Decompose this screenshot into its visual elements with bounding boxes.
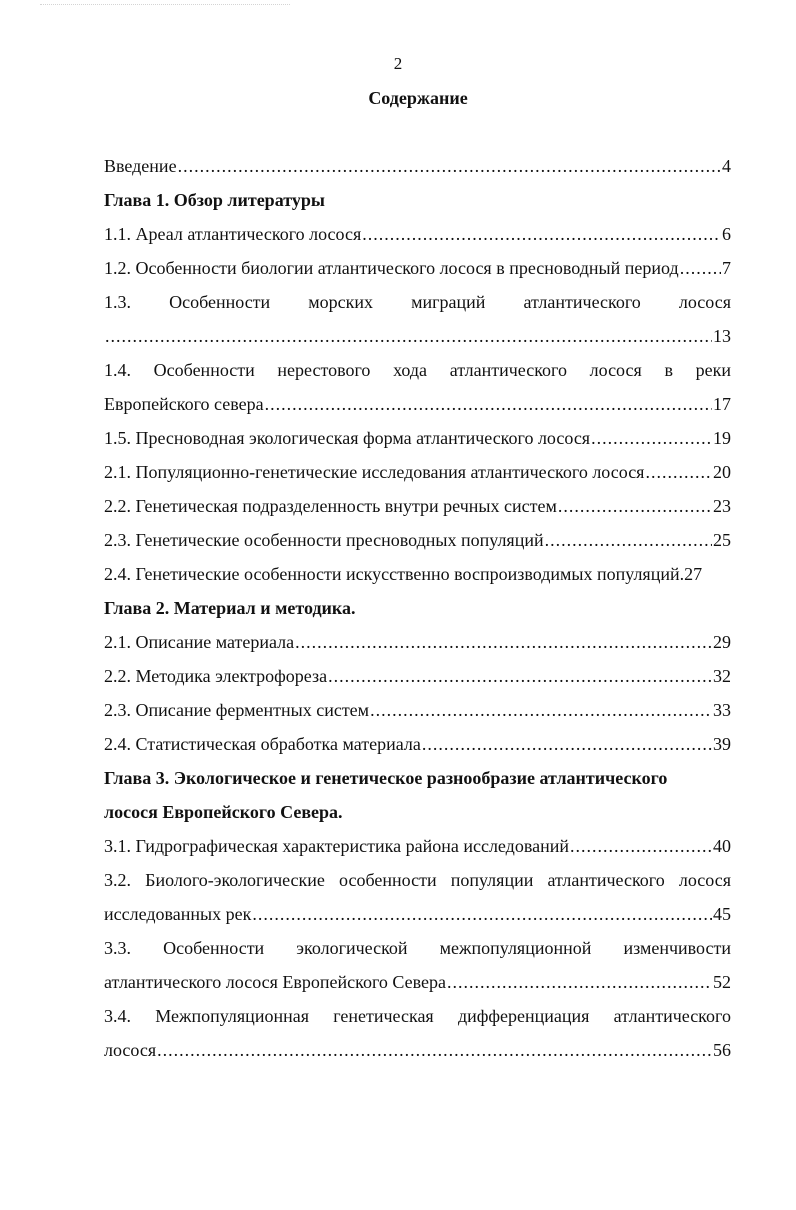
toc-entry-text: Европейского севера — [104, 394, 264, 414]
toc-entry-3-4-continued[interactable] — [104, 1033, 731, 1067]
toc-word: атлантического — [613, 1006, 731, 1026]
toc-entry-3-3[interactable] — [104, 931, 731, 965]
toc-entry-3-4[interactable] — [104, 999, 731, 1033]
toc-leader-dots — [447, 965, 712, 999]
toc-entry-text: атлантического лосося Европейского Севера — [104, 972, 447, 992]
toc-entry-3-2-continued[interactable] — [104, 897, 731, 931]
toc-leader-dots — [105, 319, 712, 353]
toc-entry-page: 56 — [713, 1040, 731, 1060]
toc-word: Особенности — [169, 292, 271, 312]
toc-entry-page: 33 — [713, 700, 731, 720]
toc-word: Биолого-экологические — [145, 870, 325, 890]
page-number: 2 — [393, 54, 403, 73]
scan-artifact — [40, 4, 290, 9]
toc-word: атлантического — [547, 870, 665, 890]
toc-word: в — [664, 360, 673, 380]
toc-entry-text: 2.4. Статистическая обработка материала — [104, 734, 421, 754]
toc-entry-page: 40 — [713, 836, 731, 856]
toc-word: Особенности — [163, 938, 265, 958]
toc-entry-2-3-genetics[interactable] — [104, 523, 731, 557]
toc-word: популяции — [450, 870, 534, 890]
toc-entry-3-3-continued[interactable] — [104, 965, 731, 999]
toc-entry-text: 1.1. Ареал атлантического лосося — [104, 224, 362, 244]
toc-word: дифференциация — [457, 1006, 590, 1026]
toc-entry-page: 13 — [713, 326, 731, 346]
toc-entry-page: 7 — [722, 258, 731, 278]
toc-entry-2-3[interactable] — [104, 693, 731, 727]
toc-leader-dots — [328, 659, 712, 693]
toc-entry-page: 52 — [713, 972, 731, 992]
toc-word: морских — [308, 292, 374, 312]
toc-entry-1-3-continued[interactable] — [104, 319, 731, 353]
toc-entry-1-5[interactable] — [104, 421, 731, 455]
toc-leader-dots — [265, 387, 712, 421]
toc-entry-1-4-continued[interactable] — [104, 387, 731, 421]
toc-entry-text: 2.2. Генетическая подразделенность внутри речных систем — [104, 496, 557, 516]
toc-word: лосося — [678, 292, 731, 312]
toc-word: Межпопуляционная — [155, 1006, 309, 1026]
toc-word: атлантического — [523, 292, 641, 312]
toc-entry-2-4-genetics[interactable] — [104, 557, 731, 591]
toc-leader-dots — [252, 897, 712, 931]
toc-word: экологической — [296, 938, 408, 958]
toc-entry-page: 19 — [713, 428, 731, 448]
toc-entry-2-1-genetics[interactable] — [104, 455, 731, 489]
toc-word: Особенности — [153, 360, 255, 380]
toc-entry-1-1[interactable] — [104, 217, 731, 251]
toc-entry-2-2[interactable] — [104, 659, 731, 693]
toc-entry-text: 1.5. Пресноводная экологическая форма атлантического лосося — [104, 428, 591, 448]
toc-entry-intro[interactable] — [104, 149, 731, 183]
chapter-2-heading: Глава 2. Материал и методика. — [104, 598, 356, 618]
toc-entry-1-2[interactable] — [104, 251, 731, 285]
toc-word: 3.4. — [104, 1006, 131, 1026]
toc-word: миграций — [411, 292, 486, 312]
chapter-3-heading: Глава 3. Экологическое и генетическое разнообразие атлантического — [104, 768, 668, 788]
toc-entry-text: 2.3. Описание ферментных систем — [104, 700, 370, 720]
toc-entry-page: 6 — [722, 224, 731, 244]
toc-entry-2-1[interactable] — [104, 625, 731, 659]
toc-entry-page: 20 — [713, 462, 731, 482]
toc-entry-text: лосося — [104, 1040, 157, 1060]
toc-word: генетическая — [333, 1006, 434, 1026]
toc-leader-dots — [680, 251, 721, 285]
toc-leader-dots — [645, 455, 712, 489]
toc-entry-text: 2.2. Методика электрофореза — [104, 666, 328, 686]
toc-entry-text: исследованных рек — [104, 904, 252, 924]
page-title: Содержание — [368, 88, 468, 108]
toc-entry-page: 25 — [713, 530, 731, 550]
toc-leader-dots — [422, 727, 712, 761]
toc-leader-dots — [362, 217, 721, 251]
toc-entry-page: 45 — [713, 904, 731, 924]
toc-leader-dots — [570, 829, 712, 863]
toc-entry-text: 2.3. Генетические особенности пресноводных популяций — [104, 530, 544, 550]
toc-entry-2-2-genetics[interactable] — [104, 489, 731, 523]
toc-entry-1-4[interactable] — [104, 353, 731, 387]
toc-leader-dots — [157, 1033, 712, 1067]
toc-word: изменчивости — [623, 938, 731, 958]
toc-entry-text: 2.4. Генетические особенности искусственно воспроизводимых популяций. — [104, 564, 685, 584]
toc-entry-page: 23 — [713, 496, 731, 516]
toc-leader-dots — [591, 421, 712, 455]
toc-word: 1.4. — [104, 360, 131, 380]
toc-word: лосося — [589, 360, 642, 380]
toc-leader-dots — [178, 149, 721, 183]
toc-entry-page: 27 — [684, 564, 703, 584]
toc-word: хода — [393, 360, 428, 380]
toc-word: атлантического — [449, 360, 567, 380]
toc-leader-dots — [370, 693, 712, 727]
toc-entry-1-3[interactable] — [104, 285, 731, 319]
toc-entry-page: 4 — [722, 156, 731, 176]
toc-leader-dots — [558, 489, 712, 523]
toc-entry-page: 29 — [713, 632, 731, 652]
toc-entry-page: 17 — [713, 394, 731, 414]
toc-leader-dots — [545, 523, 712, 557]
toc-entry-text: 2.1. Популяционно-генетические исследования атлантического лосося — [104, 462, 645, 482]
toc-entry-3-1[interactable] — [104, 829, 731, 863]
toc-word: межпопуляционной — [439, 938, 592, 958]
toc-entry-text: 2.1. Описание материала — [104, 632, 295, 652]
table-of-contents — [104, 149, 731, 1067]
toc-entry-text: Введение — [104, 156, 177, 176]
toc-entry-2-4[interactable] — [104, 727, 731, 761]
toc-entry-text: 3.1. Гидрографическая характеристика района исследований — [104, 836, 569, 856]
toc-word: особенности — [339, 870, 437, 890]
toc-entry-page: 32 — [713, 666, 731, 686]
toc-word: нерестового — [277, 360, 371, 380]
toc-entry-text: 1.2. Особенности биологии атлантического лосося в пресноводный период — [104, 258, 679, 278]
toc-word: реки — [695, 360, 731, 380]
toc-word: 3.3. — [104, 938, 131, 958]
toc-word: лосося — [678, 870, 731, 890]
chapter-1-heading: Глава 1. Обзор литературы — [104, 190, 325, 210]
toc-leader-dots — [295, 625, 712, 659]
toc-entry-page: 39 — [713, 734, 731, 754]
toc-word: 3.2. — [104, 870, 131, 890]
toc-word: 1.3. — [104, 292, 131, 312]
toc-entry-3-2[interactable] — [104, 863, 731, 897]
chapter-3-heading-continued: лосося Европейского Севера. — [104, 802, 343, 822]
